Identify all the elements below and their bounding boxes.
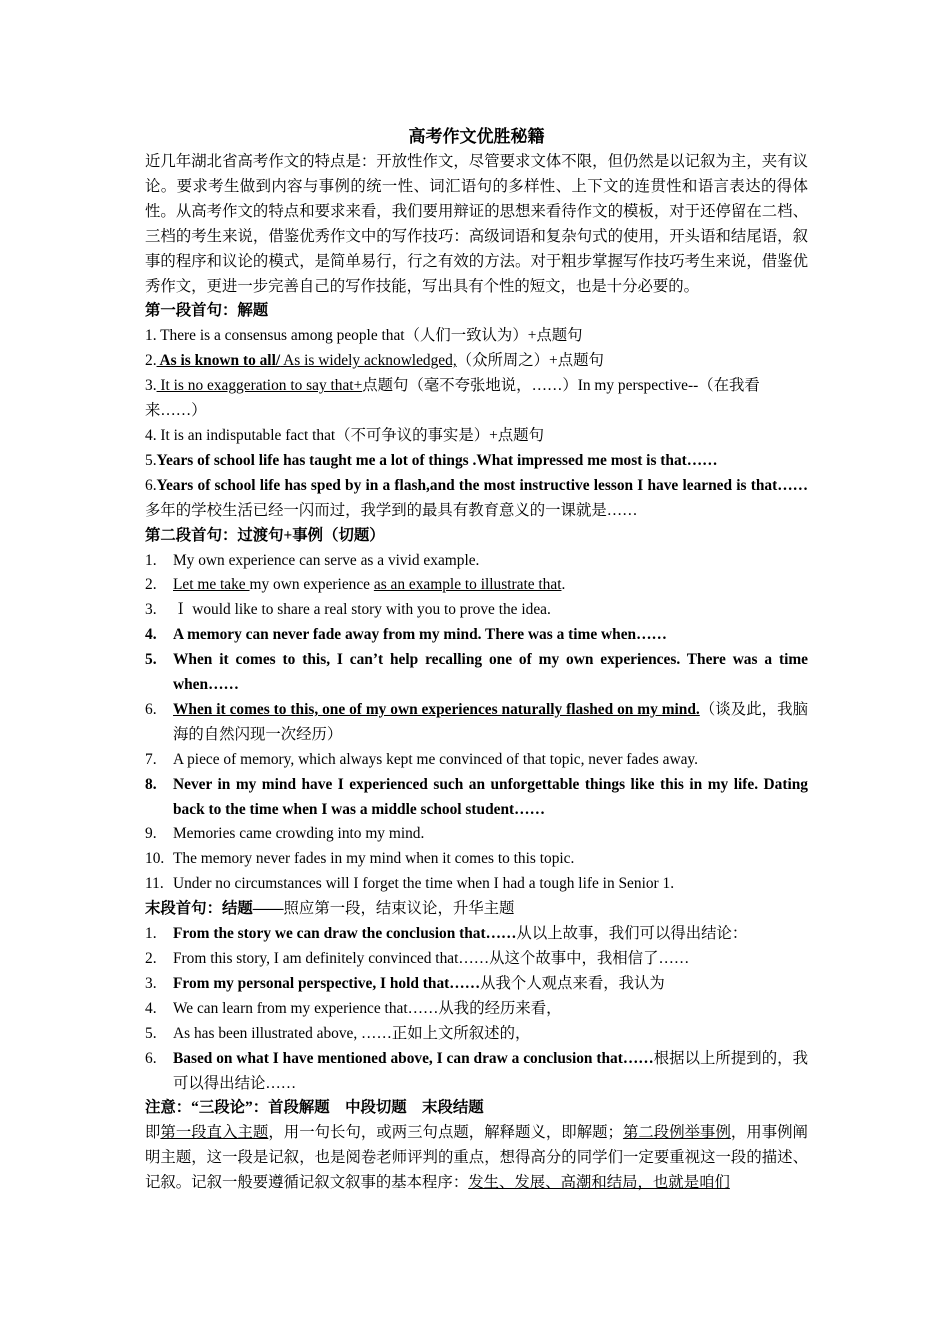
document-page — [145, 124, 808, 1196]
item-bold: Based on what I have mentioned above, I can draw a conclusion that…… — [173, 1049, 654, 1067]
item-number: 3. — [145, 974, 157, 992]
item-number: 2. — [145, 576, 157, 594]
section2-item-5 — [145, 648, 808, 698]
section3-item-1 — [145, 922, 808, 947]
note-paragraph — [145, 1121, 808, 1196]
note-text-a: 即 — [145, 1124, 161, 1142]
section1-line-3 — [145, 374, 808, 424]
section3-item-4 — [145, 997, 808, 1022]
item-number: 11. — [145, 875, 164, 893]
item-text: The memory never fades in my mind when it comes to this topic. — [173, 850, 575, 868]
item-number: 6. — [145, 700, 157, 718]
item-text: Under no circumstances will I forget the time when I had a tough life in Senior 1. — [173, 875, 675, 893]
item-underline-2: as an example to illustrate that — [373, 576, 562, 594]
note-text-c: ，用事例阐明主题，这一段是记叙，也是阅卷老师评判的重点，想得高分的同学们一定要重视这一段的描述、记叙。记叙一般要遵循记叙文叙事的基本程序： — [145, 1124, 808, 1192]
note-text-b: ，用一句长句，或两三句点题，解释题义，即解题； — [268, 1124, 623, 1142]
section3-item-5 — [145, 1022, 808, 1047]
note-underline-1: 第一段直入主题 — [160, 1124, 269, 1142]
item-text: Ｉ would like to share a real story with you to prove the idea. — [173, 601, 551, 619]
item-number: 10. — [145, 850, 165, 868]
item-text — [173, 573, 808, 598]
item-text: As has been illustrated above, ……正如上文所叙述的， — [173, 1024, 531, 1042]
document-title: 高考作文优胜秘籍 — [408, 127, 545, 146]
item-text: My own experience can serve as a vivid example. — [173, 551, 480, 569]
section2-item-1 — [145, 549, 808, 574]
section2-item-3 — [145, 598, 808, 623]
section1-line-2-bold: As is known to all/ — [156, 352, 281, 370]
section1-line-6-bold: Years of school life has sped by in a flash,and the most instructive lesson I have learned is that…… — [156, 476, 808, 494]
item-end: . — [561, 576, 566, 594]
item-text: A piece of memory, which always kept me convinced of that topic, never fades away. — [173, 750, 698, 768]
section1-line-5 — [145, 449, 808, 474]
item-number: 1. — [145, 551, 157, 569]
section3-heading — [145, 897, 808, 922]
item-number: 9. — [145, 825, 157, 843]
item-text: Memories came crowding into my mind. — [173, 825, 425, 843]
item-bold-underline: When it comes to this, one of my own experiences naturally flashed on my mind. — [173, 700, 700, 718]
item-number: 8. — [145, 775, 157, 793]
section2-item-10 — [145, 847, 808, 872]
item-number: 6. — [145, 1049, 157, 1067]
item-text: From this story, I am definitely convinced that……从这个故事中，我相信了…… — [173, 950, 690, 967]
section1-heading: 第一段首句：解题 — [145, 302, 269, 320]
item-bold: From the story we can draw the conclusion that…… — [173, 925, 517, 943]
section2-item-11 — [145, 872, 808, 897]
section1-line-2 — [145, 349, 808, 374]
item-text: A memory can never fade away from my mind. There was a time when…… — [173, 626, 667, 644]
section1-line-4: 4. It is an indisputable fact that（不可争议的事实是）+点题句 — [145, 426, 544, 444]
item-rest: 从我个人观点来看，我认为 — [480, 974, 665, 992]
item-rest: 根据以上所提到的，我可以得出结论…… — [173, 1049, 808, 1092]
item-text — [173, 698, 808, 748]
section3-item-3 — [145, 972, 808, 997]
section1-line-3-underline: It is no exaggeration to say that+ — [156, 377, 363, 395]
item-number: 5. — [145, 651, 157, 669]
item-number: 3. — [145, 601, 157, 619]
section1-line-6-num: 6. — [145, 476, 157, 494]
note-underline-2: 第二段例举事例 — [622, 1124, 731, 1142]
item-underline-1: Let me take — [173, 576, 250, 594]
item-rest: 从以上故事，我们可以得出结论： — [516, 925, 748, 943]
section1-line-2-rest: （众所周之）+点题句 — [456, 352, 604, 370]
section3-item-6 — [145, 1047, 808, 1097]
section1-line-3-rest: 点题句（毫不夸张地说，……）In my perspective--（在我看来……） — [145, 377, 760, 420]
item-text: We can learn from my experience that……从我的经历来看， — [173, 999, 562, 1017]
section1-line-5-bold: Years of school life has taught me a lot of things .What impressed me most is that…… — [156, 451, 718, 469]
section2-item-9 — [145, 822, 808, 847]
section3-item-2 — [145, 947, 808, 972]
note-heading: 注意：“三段论”：首段解题 中段切题 末段结题 — [145, 1099, 484, 1117]
item-number: 4. — [145, 999, 157, 1017]
section2-item-2 — [145, 573, 808, 598]
section2-item-6 — [145, 698, 808, 748]
item-text: Never in my mind have I experienced such an unforgettable things like this in my life. Dating back to the time when I was a middle school student…… — [173, 775, 808, 818]
intro-paragraph: 近几年湖北省高考作文的特点是：开放性作文，尽管要求文体不限，但仍然是以记叙为主，夹有议论。要求考生做到内容与事例的统一性、词汇语句的多样性、上下文的连贯性和语言表达的得体性。从高考作文的特点和要求来看，我们要用辩证的思想来看待作文的模板，对于还停留在二档、三档的考生来说，借鉴优秀作文中的写作技巧：高级词语和复杂句式的使用，开头语和结尾语，叙事的程序和议论的模式，是简单易行，行之有效的方法。对于粗步掌握写作技巧考生来说，借鉴优秀作文，更进一步完善自己的写作技能，写出具有个性的短文，也是十分必要的。 — [145, 153, 808, 295]
section1-line-5-num: 5. — [145, 451, 157, 469]
section2-item-8 — [145, 773, 808, 823]
section3-heading-bold: 末段首句：结题—— — [145, 900, 284, 918]
note-underline-3: 发生、发展、高潮和结局，也就是咱们 — [468, 1174, 730, 1192]
item-text — [173, 922, 808, 947]
item-number: 7. — [145, 750, 157, 768]
item-text — [173, 1047, 808, 1097]
section1-line-6 — [145, 474, 808, 524]
item-number: 2. — [145, 950, 157, 967]
section2-heading: 第二段首句：过渡句+事例（切题） — [145, 526, 385, 544]
section2-item-7 — [145, 748, 808, 773]
item-number: 4. — [145, 626, 157, 644]
section2-item-4 — [145, 623, 808, 648]
item-bold: From my personal perspective, I hold that…… — [173, 974, 481, 992]
item-number: 5. — [145, 1024, 157, 1042]
section1-line-3-num: 3. — [145, 377, 157, 395]
item-middle: my own experience — [249, 576, 374, 594]
item-rest: （谈及此，我脑海的自然闪现一次经历） — [173, 700, 808, 743]
item-number: 1. — [145, 925, 157, 943]
item-text — [173, 972, 808, 997]
section1-line-2-underline: As is widely acknowledged, — [280, 352, 457, 370]
section3-heading-rest: 照应第一段，结束议论，升华主题 — [283, 900, 515, 918]
section1-line-6-rest: 多年的学校生活已经一闪而过，我学到的最具有教育意义的一课就是…… — [145, 501, 638, 519]
item-text: When it comes to this, I can’t help recalling one of my own experiences. There was a time when…… — [173, 651, 808, 694]
section1-line-1: 1. There is a consensus among people that（人们一致认为）+点题句 — [145, 327, 583, 345]
section1-line-2-num: 2. — [145, 352, 157, 370]
